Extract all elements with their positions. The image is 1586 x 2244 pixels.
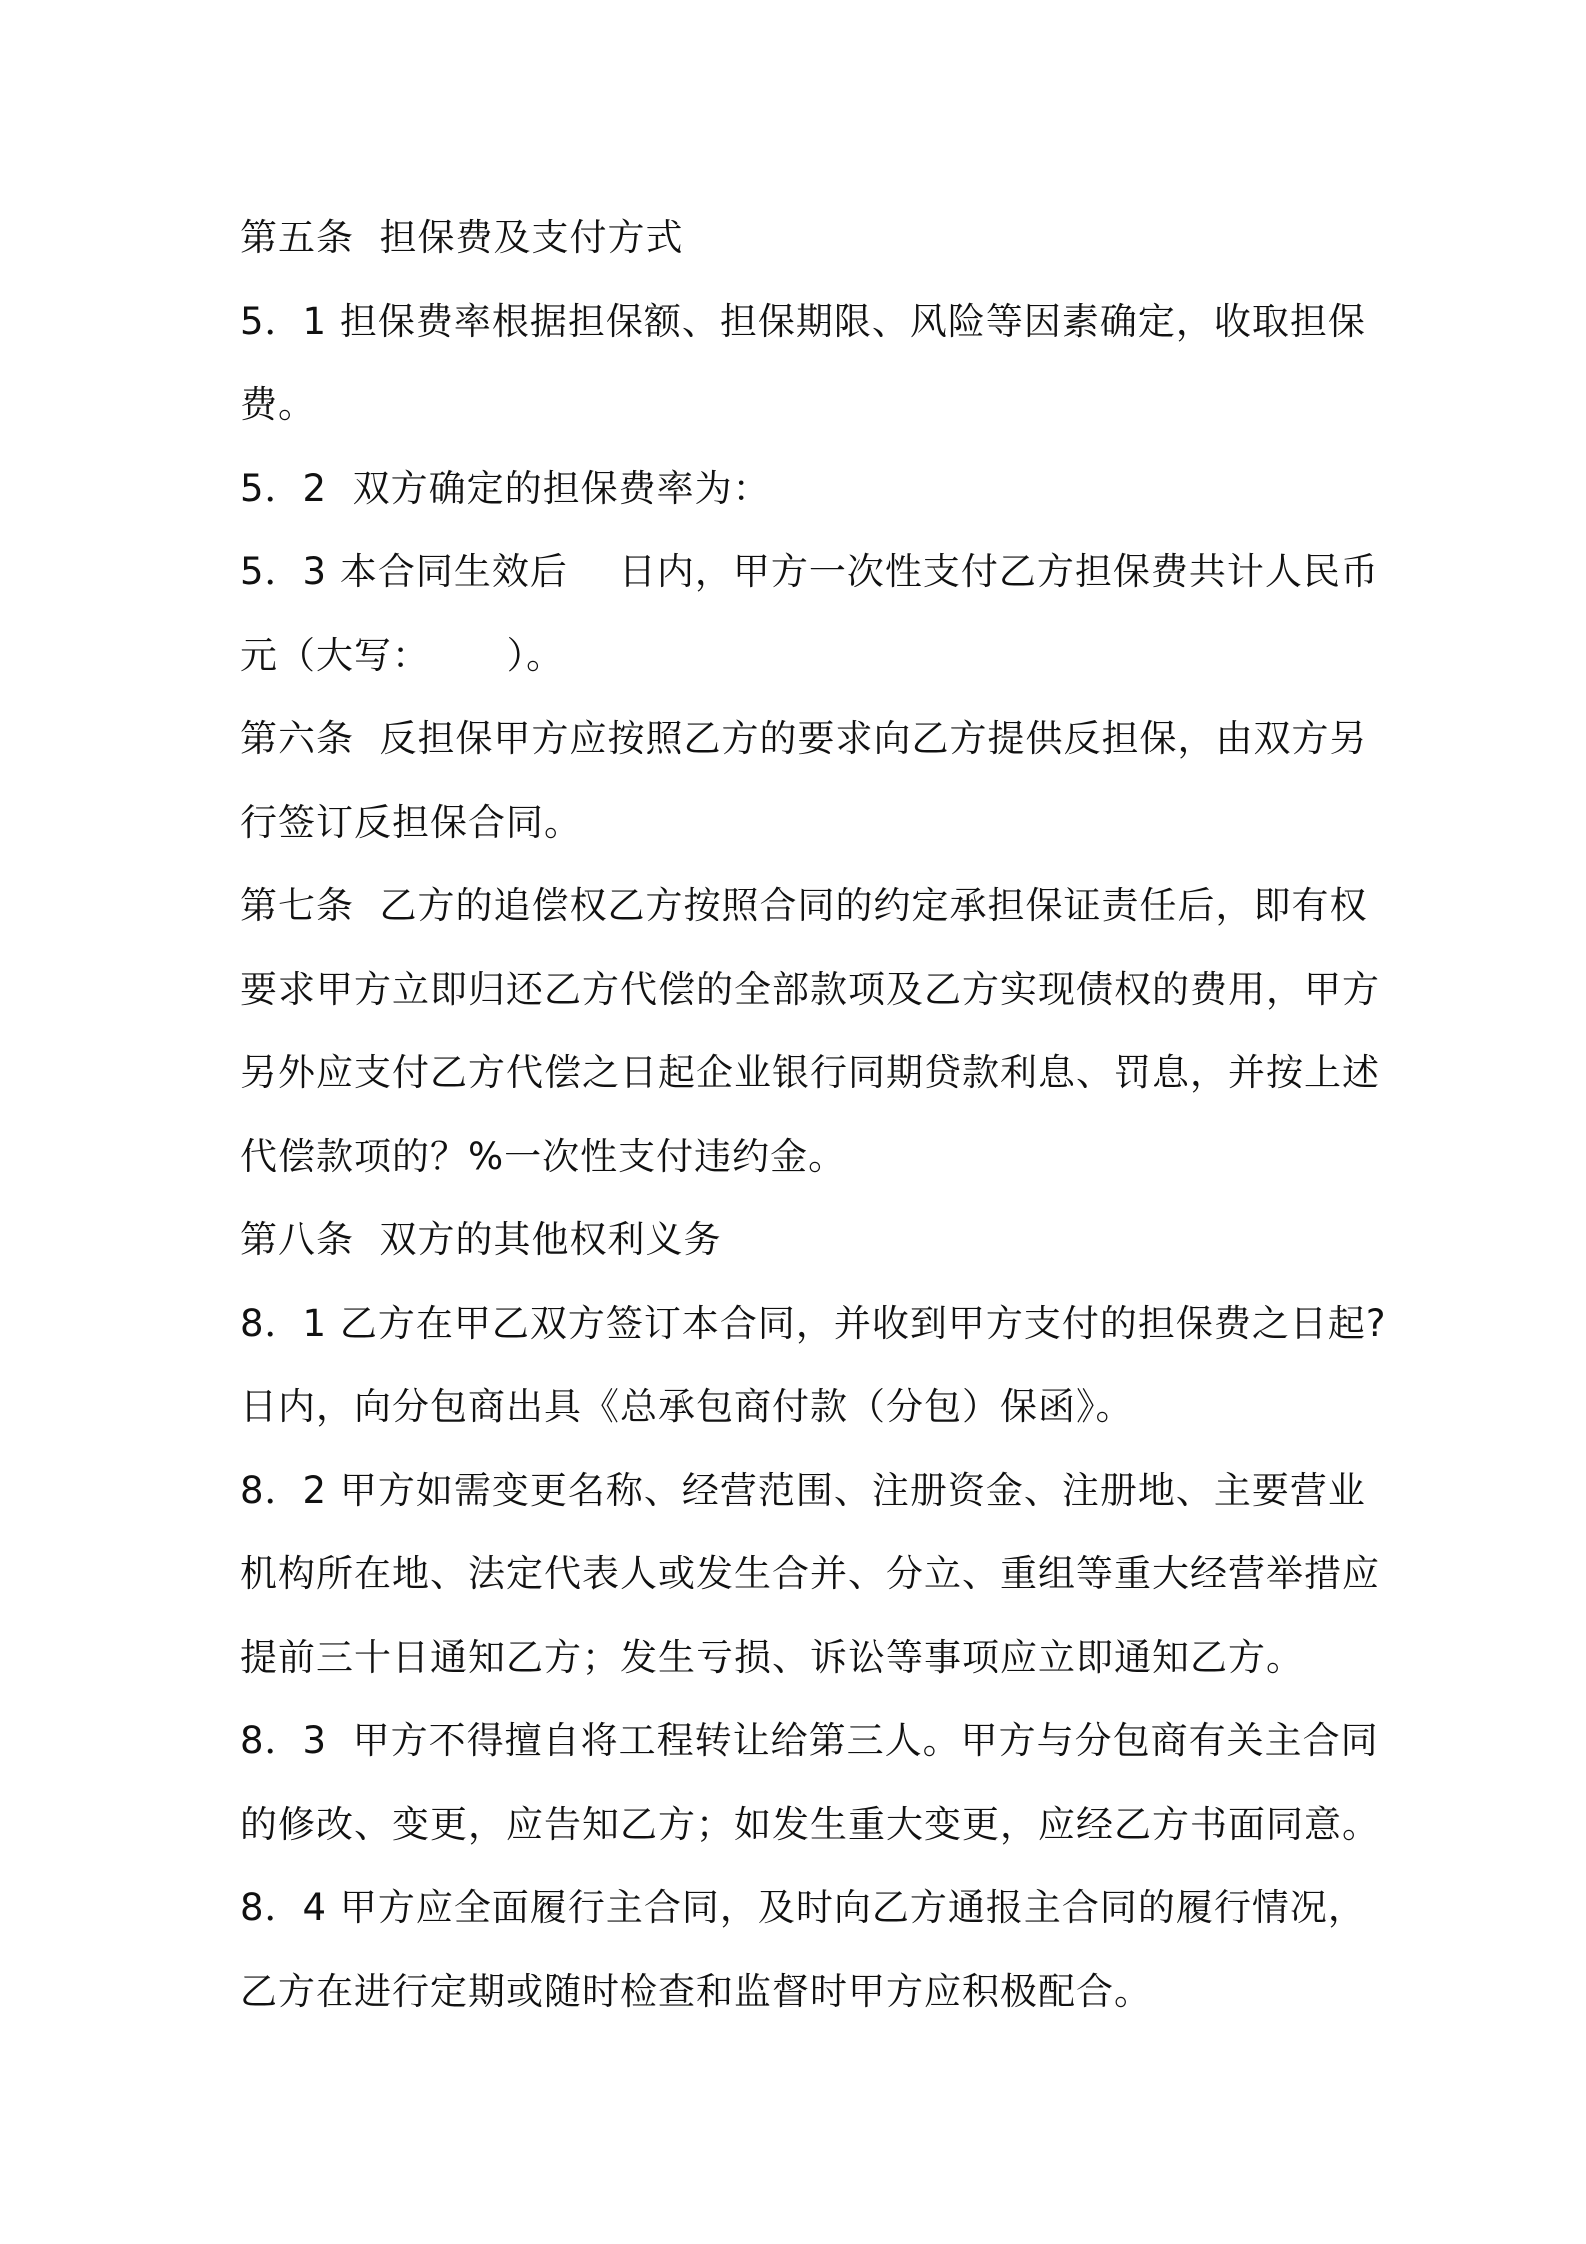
clause-5-3-line-1: 5．3 本合同生效后 日内，甲方一次性支付乙方担保费共计人民币	[240, 550, 1379, 593]
clause-8-2-line-2: 机构所在地、法定代表人或发生合并、分立、重组等重大经营举措应	[240, 1552, 1380, 1595]
article-7-line-3: 另外应支付乙方代偿之日起企业银行同期贷款利息、罚息，并按上述	[240, 1051, 1380, 1094]
document-body	[240, 196, 1387, 2033]
clause-8-4-line-1: 8．4 甲方应全面履行主合同，及时向乙方通报主合同的履行情况，	[240, 1886, 1366, 1929]
clause-5-1-line-1: 5．1 担保费率根据担保额、担保期限、风险等因素确定，收取担保	[240, 299, 1366, 343]
article-8-heading: 第八条 双方的其他权利义务	[240, 1218, 722, 1261]
clause-8-2-line-3: 提前三十日通知乙方；发生亏损、诉讼等事项应立即通知乙方。	[240, 1635, 1304, 1679]
article-7-line-4: 代偿款项的？%一次性支付违约金。	[240, 1134, 847, 1178]
clause-8-1-line-2: 日内，向分包商出具《总承包商付款（分包）保函》。	[240, 1385, 1134, 1428]
clause-8-4-line-2: 乙方在进行定期或随时检查和监督时甲方应积极配合。	[240, 1969, 1152, 2013]
clause-8-2-line-1: 8．2 甲方如需变更名称、经营范围、注册资金、注册地、主要营业	[240, 1468, 1366, 1512]
clause-5-2: 5．2 双方确定的担保费率为：	[240, 466, 771, 510]
clause-8-3-line-2: 的修改、变更，应告知乙方；如发生重大变更，应经乙方书面同意。	[240, 1802, 1380, 1846]
article-6-line-1: 第六条 反担保甲方应按照乙方的要求向乙方提供反担保，由双方另	[240, 717, 1368, 760]
clause-8-1-line-1: 8．1 乙方在甲乙双方签订本合同，并收到甲方支付的担保费之日起?	[240, 1301, 1387, 1345]
article-7-line-2: 要求甲方立即归还乙方代偿的全部款项及乙方实现债权的费用，甲方	[240, 967, 1380, 1011]
clause-5-3-line-2: 元（大写： ）。	[240, 633, 565, 677]
clause-5-1-line-2: 费。	[240, 383, 316, 426]
article-7-line-1: 第七条 乙方的追偿权乙方按照合同的约定承担保证责任后，即有权	[240, 884, 1368, 927]
clause-8-3-line-1: 8．3 甲方不得擅自将工程转让给第三人。甲方与分包商有关主合同	[240, 1719, 1379, 1762]
article-5-heading: 第五条 担保费及支付方式	[240, 216, 684, 259]
article-6-line-2: 行签订反担保合同。	[240, 800, 582, 844]
